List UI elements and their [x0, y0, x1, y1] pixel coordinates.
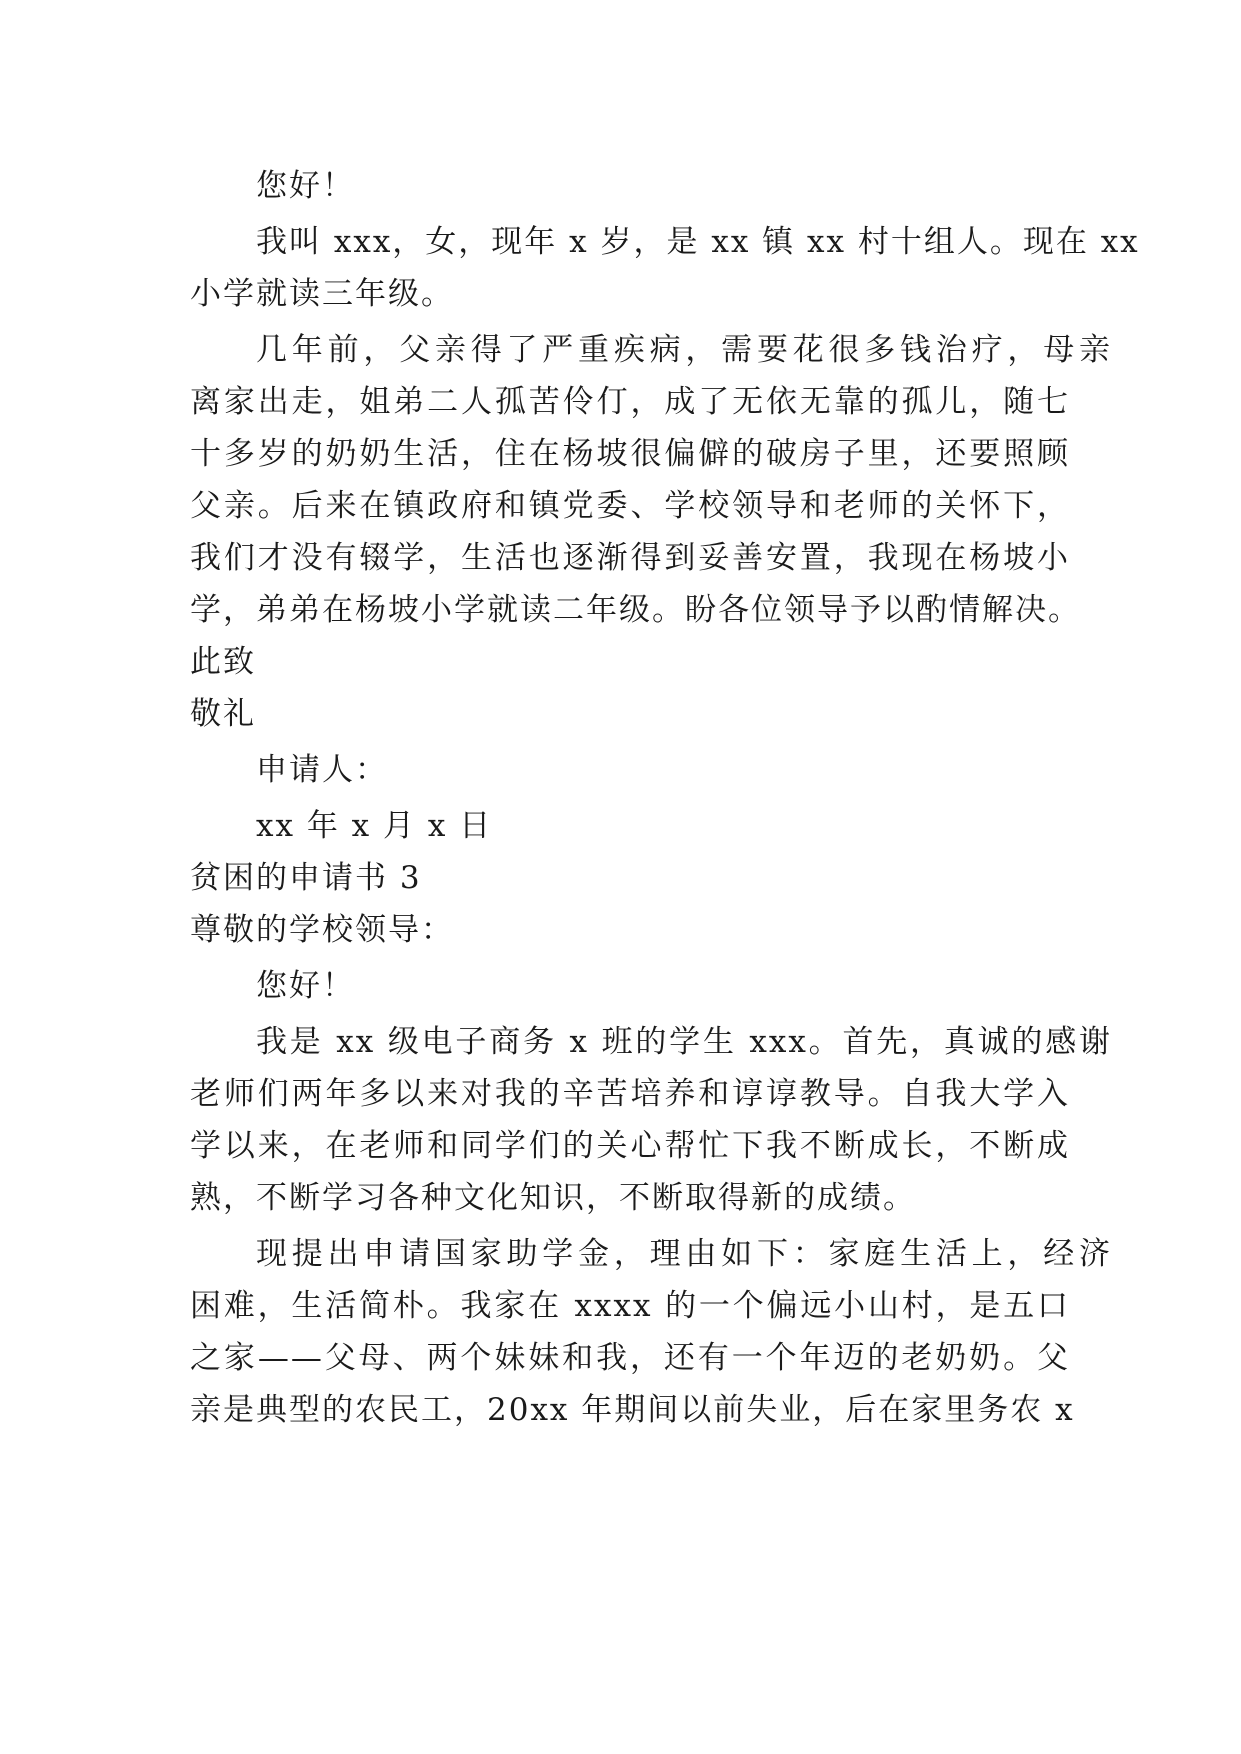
paragraph-line: 困难，生活简朴。我家在 xxxx 的一个偏远小山村，是五口 [190, 1288, 1070, 1324]
closing-jingli: 敬礼 [190, 696, 256, 732]
section-title: 贫困的申请书 3 [190, 860, 422, 896]
paragraph-line: 熟，不断学习各种文化知识，不断取得新的成绩。 [190, 1180, 916, 1216]
paragraph-line: 现提出申请国家助学金，理由如下：家庭生活上，经济 [256, 1236, 1112, 1272]
paragraph-line: 学以来，在老师和同学们的关心帮忙下我不断成长，不断成 [190, 1128, 1070, 1164]
paragraph-line: 亲是典型的农民工，20xx 年期间以前失业，后在家里务农 x [190, 1392, 1075, 1428]
paragraph-line: 我们才没有辍学，生活也逐渐得到妥善安置，我现在杨坡小 [190, 540, 1070, 576]
paragraph-line: 之家——父母、两个妹妹和我，还有一个年迈的老奶奶。父 [190, 1340, 1070, 1376]
paragraph-line: 我是 xx 级电子商务 x 班的学生 xxx。首先，真诚的感谢 [256, 1024, 1112, 1060]
paragraph-line: 老师们两年多以来对我的辛苦培养和谆谆教导。自我大学入 [190, 1076, 1070, 1112]
closing-cizhi: 此致 [190, 644, 256, 680]
salutation: 尊敬的学校领导： [190, 912, 454, 948]
paragraph-line: 离家出走，姐弟二人孤苦伶仃，成了无依无靠的孤儿，随七 [190, 384, 1070, 420]
paragraph-line: 父亲。后来在镇政府和镇党委、学校领导和老师的关怀下， [190, 488, 1070, 524]
date-line: xx 年 x 月 x 日 [256, 808, 493, 844]
greeting-1: 您好！ [256, 168, 355, 204]
paragraph-line: 十多岁的奶奶生活，住在杨坡很偏僻的破房子里，还要照顾 [190, 436, 1070, 472]
paragraph-line: 小学就读三年级。 [190, 276, 454, 312]
paragraph-line: 几年前，父亲得了严重疾病，需要花很多钱治疗，母亲 [256, 332, 1112, 368]
paragraph-line: 学，弟弟在杨坡小学就读二年级。盼各位领导予以酌情解决。 [190, 592, 1081, 628]
applicant-label: 申请人： [256, 752, 388, 788]
greeting-2: 您好！ [256, 968, 355, 1004]
paragraph-line: 我叫 xxx，女，现年 x 岁，是 xx 镇 xx 村十组人。现在 xx [256, 224, 1140, 260]
